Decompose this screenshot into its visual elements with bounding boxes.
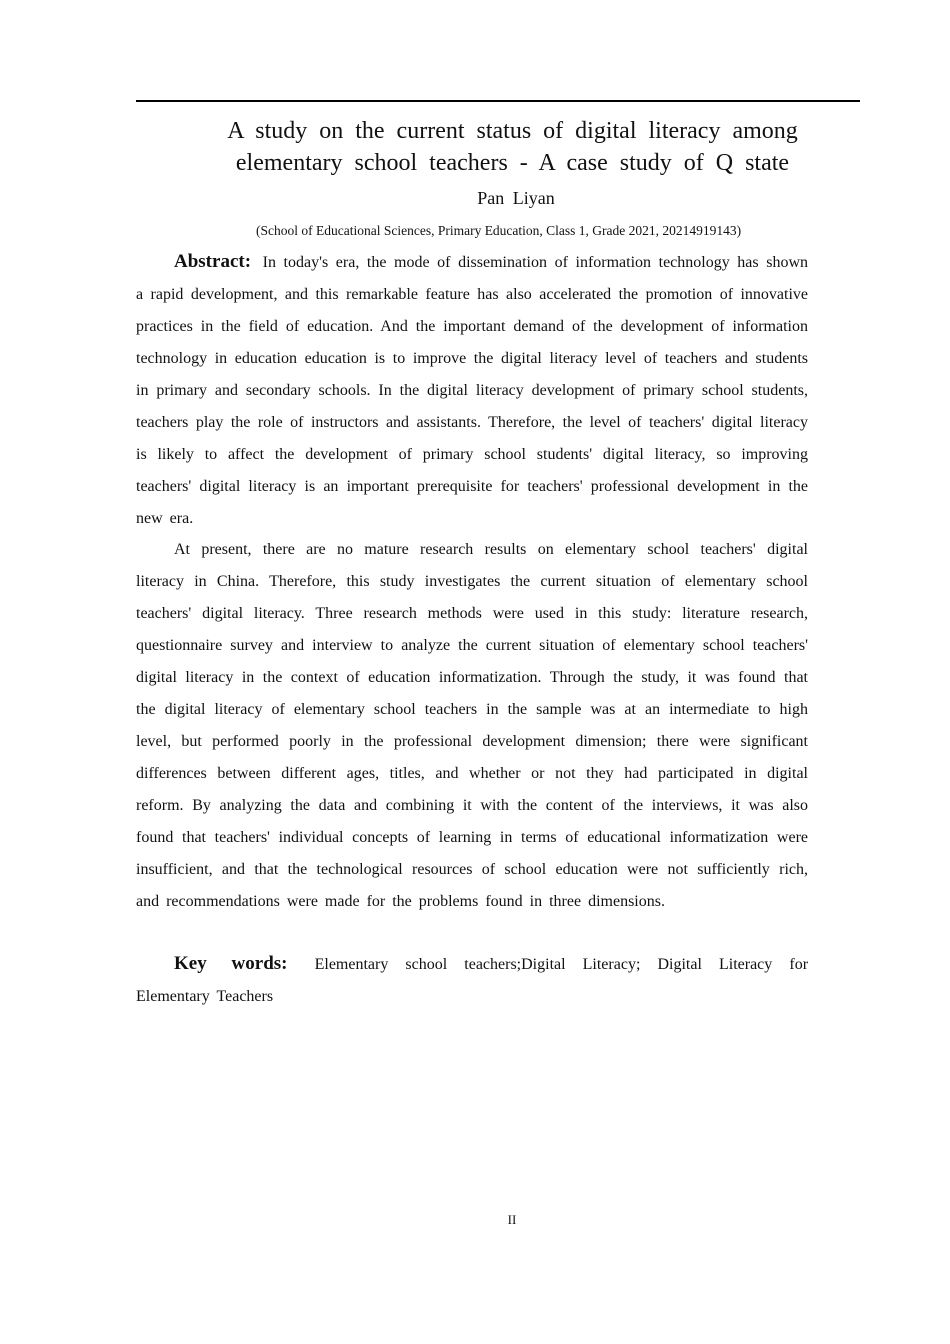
paper-title [190,115,835,179]
page-number: II [507,1212,517,1227]
keywords-text: Elementary school teachers;Digital Literacy; Digital Literacy for Elementary Teachers [136,956,809,1005]
keywords-paragraph [136,948,808,1013]
title-line-1: A study on the current status of digital literacy among [227,118,798,144]
header-rule [136,100,860,102]
title-line-2: elementary school teachers - A case study of Q state [235,150,790,176]
abstract-paragraph-1 [136,246,808,535]
author-affiliation: (School of Educational Sciences, Primary Education, Class 1, Grade 2021, 20214919143) [256,223,742,238]
abstract-text-2: At present, there are no mature research results on elementary school teachers' digital literacy in China. Therefore, this study investigates the current situation of elementary school teachers' digital literacy. Three research methods were used in this study: literature research, questionnaire survey and interview to analyze the current situation of elementary school teachers' digital literacy in the context of education informatization. Through the study, it was found that the digital literacy of elementary school teachers in the sample was at an intermediate to high level, but performed poorly in the professional development dimension; there were significant differences between different ages, titles, and whether or not they had participated in digital reform. By analyzing the data and combining it with the content of the interviews, it was also found that teachers' individual concepts of learning in terms of educational informatization were insufficient, and that the technological resources of school education were not sufficiently rich, and recommendations were made for the problems found in three dimensions. [136,541,808,910]
author-name: Pan Liyan [477,188,555,208]
abstract-text-1: In today's era, the mode of dissemination of information technology has shown a rapid development, and this remarkable feature has also accelerated the promotion of innovative practices in the field of education. And the important demand of the development of information technology in education education is to improve the digital literacy level of teachers and students in primary and secondary schools. In the digital literacy development of primary school students, teachers play the role of instructors and assistants. Therefore, the level of teachers' digital literacy is likely to affect the development of primary school students' digital literacy, so improving teachers' digital literacy is an important prerequisite for teachers' professional development in the new era. [136,254,809,527]
abstract-label: Abstract: [174,251,252,272]
abstract-paragraph-2 [136,534,808,918]
keywords-label: Key words: [174,953,288,974]
